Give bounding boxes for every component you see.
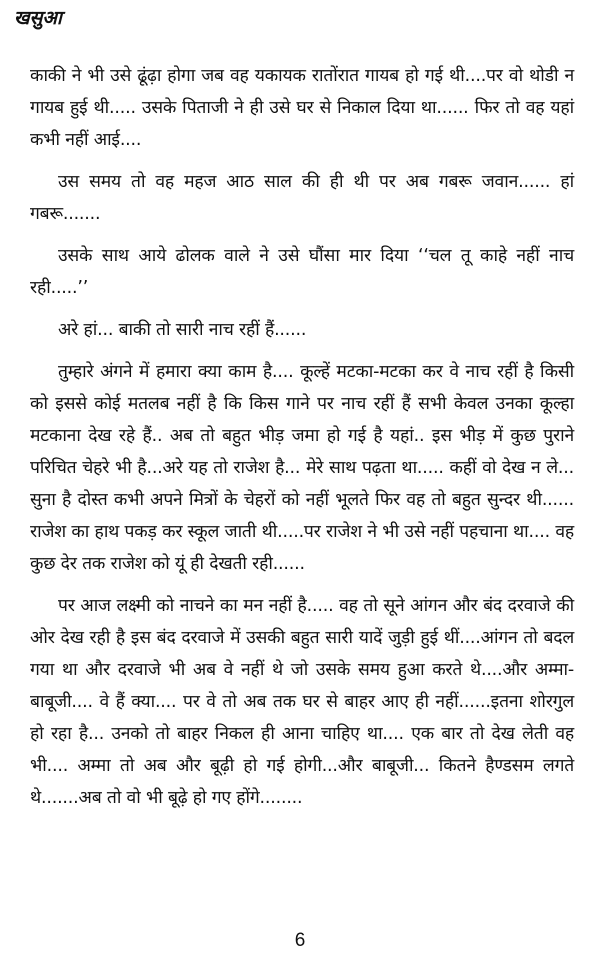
page-number: 6 [294,930,306,951]
paragraph-2: उस समय तो वह महज आठ साल की ही थी पर अब गबरू जवान...... हां गबरू....... [30,172,574,224]
paragraph-5: तुम्हारे अंगने में हमारा क्या काम है.... कूल्हें मटका-मटका कर वे नाच रहीं है किसी को इससे कोई मतलब नहीं है कि किस गाने पर नाच रहीं हैं सभी केवल उनका कूल्हा मटकाना देख रहे हैं.. अब तो बहुत भीड़ जमा हो गई है यहां.. इस भीड़ में कुछ पुराने परिचित चेहरे भी है...अरे यह तो राजेश है... मेरे साथ पढ़ता था..... कहीं वो देख न ले... सुना है दोस्त कभी अपने मित्रों के चेहरों को नहीं भूलते फिर वह तो बहुत सुन्दर थी...... राजेश का हाथ पकड़ कर स्कूल जाती थी.....पर राजेश ने भी उसे नहीं पहचाना था.... वह कुछ देर तक राजेश को यूं ही देखती रही...... [30,362,574,574]
paragraph-4: अरे हां... बाकी तो सारी नाच रहीं हैं...... [58,320,307,340]
page-body [30,60,574,824]
running-title: खसुआ [14,7,62,29]
paragraph-3: उसके साथ आये ढोलक वाले ने उसे घौंसा मार दिया ‘‘चल तू काहे नहीं नाच रही.....’’ [30,246,574,298]
paragraph-1: काकी ने भी उसे ढूंढ़ा होगा जब वह यकायक रातोंरात गायब हो गई थी....पर वो थोडी न गायब हुई थी..... उसके पिताजी ने ही उसे घर से निकाल दिया था...... फिर तो वह यहां कभी नहीं आई.... [30,66,574,150]
paragraph-6: पर आज लक्ष्मी को नाचने का मन नहीं है..... वह तो सूने आंगन और बंद दरवाजे की ओर देख रही है इस बंद दरवाजे में उसकी बहुत सारी यादें जुड़ी हुई थीं....आंगन तो बदल गया था और दरवाजे भी अब वे नहीं थे जो उसके समय हुआ करते थे....और अम्मा-बाबूजी.... वे हैं क्या.... पर वे तो अब तक घर से बाहर आए ही नहीं......इतना शोरगुल हो रहा है... उनको तो बाहर निकल ही आना चाहिए था.... एक बार तो देख लेती वह भी.... अम्मा तो अब और बूढ़ी हो गई होगी...और बाबूजी... कितने हैण्डसम लगते थे.......अब तो वो भी बूढ़े हो गए होंगे........ [30,596,574,808]
